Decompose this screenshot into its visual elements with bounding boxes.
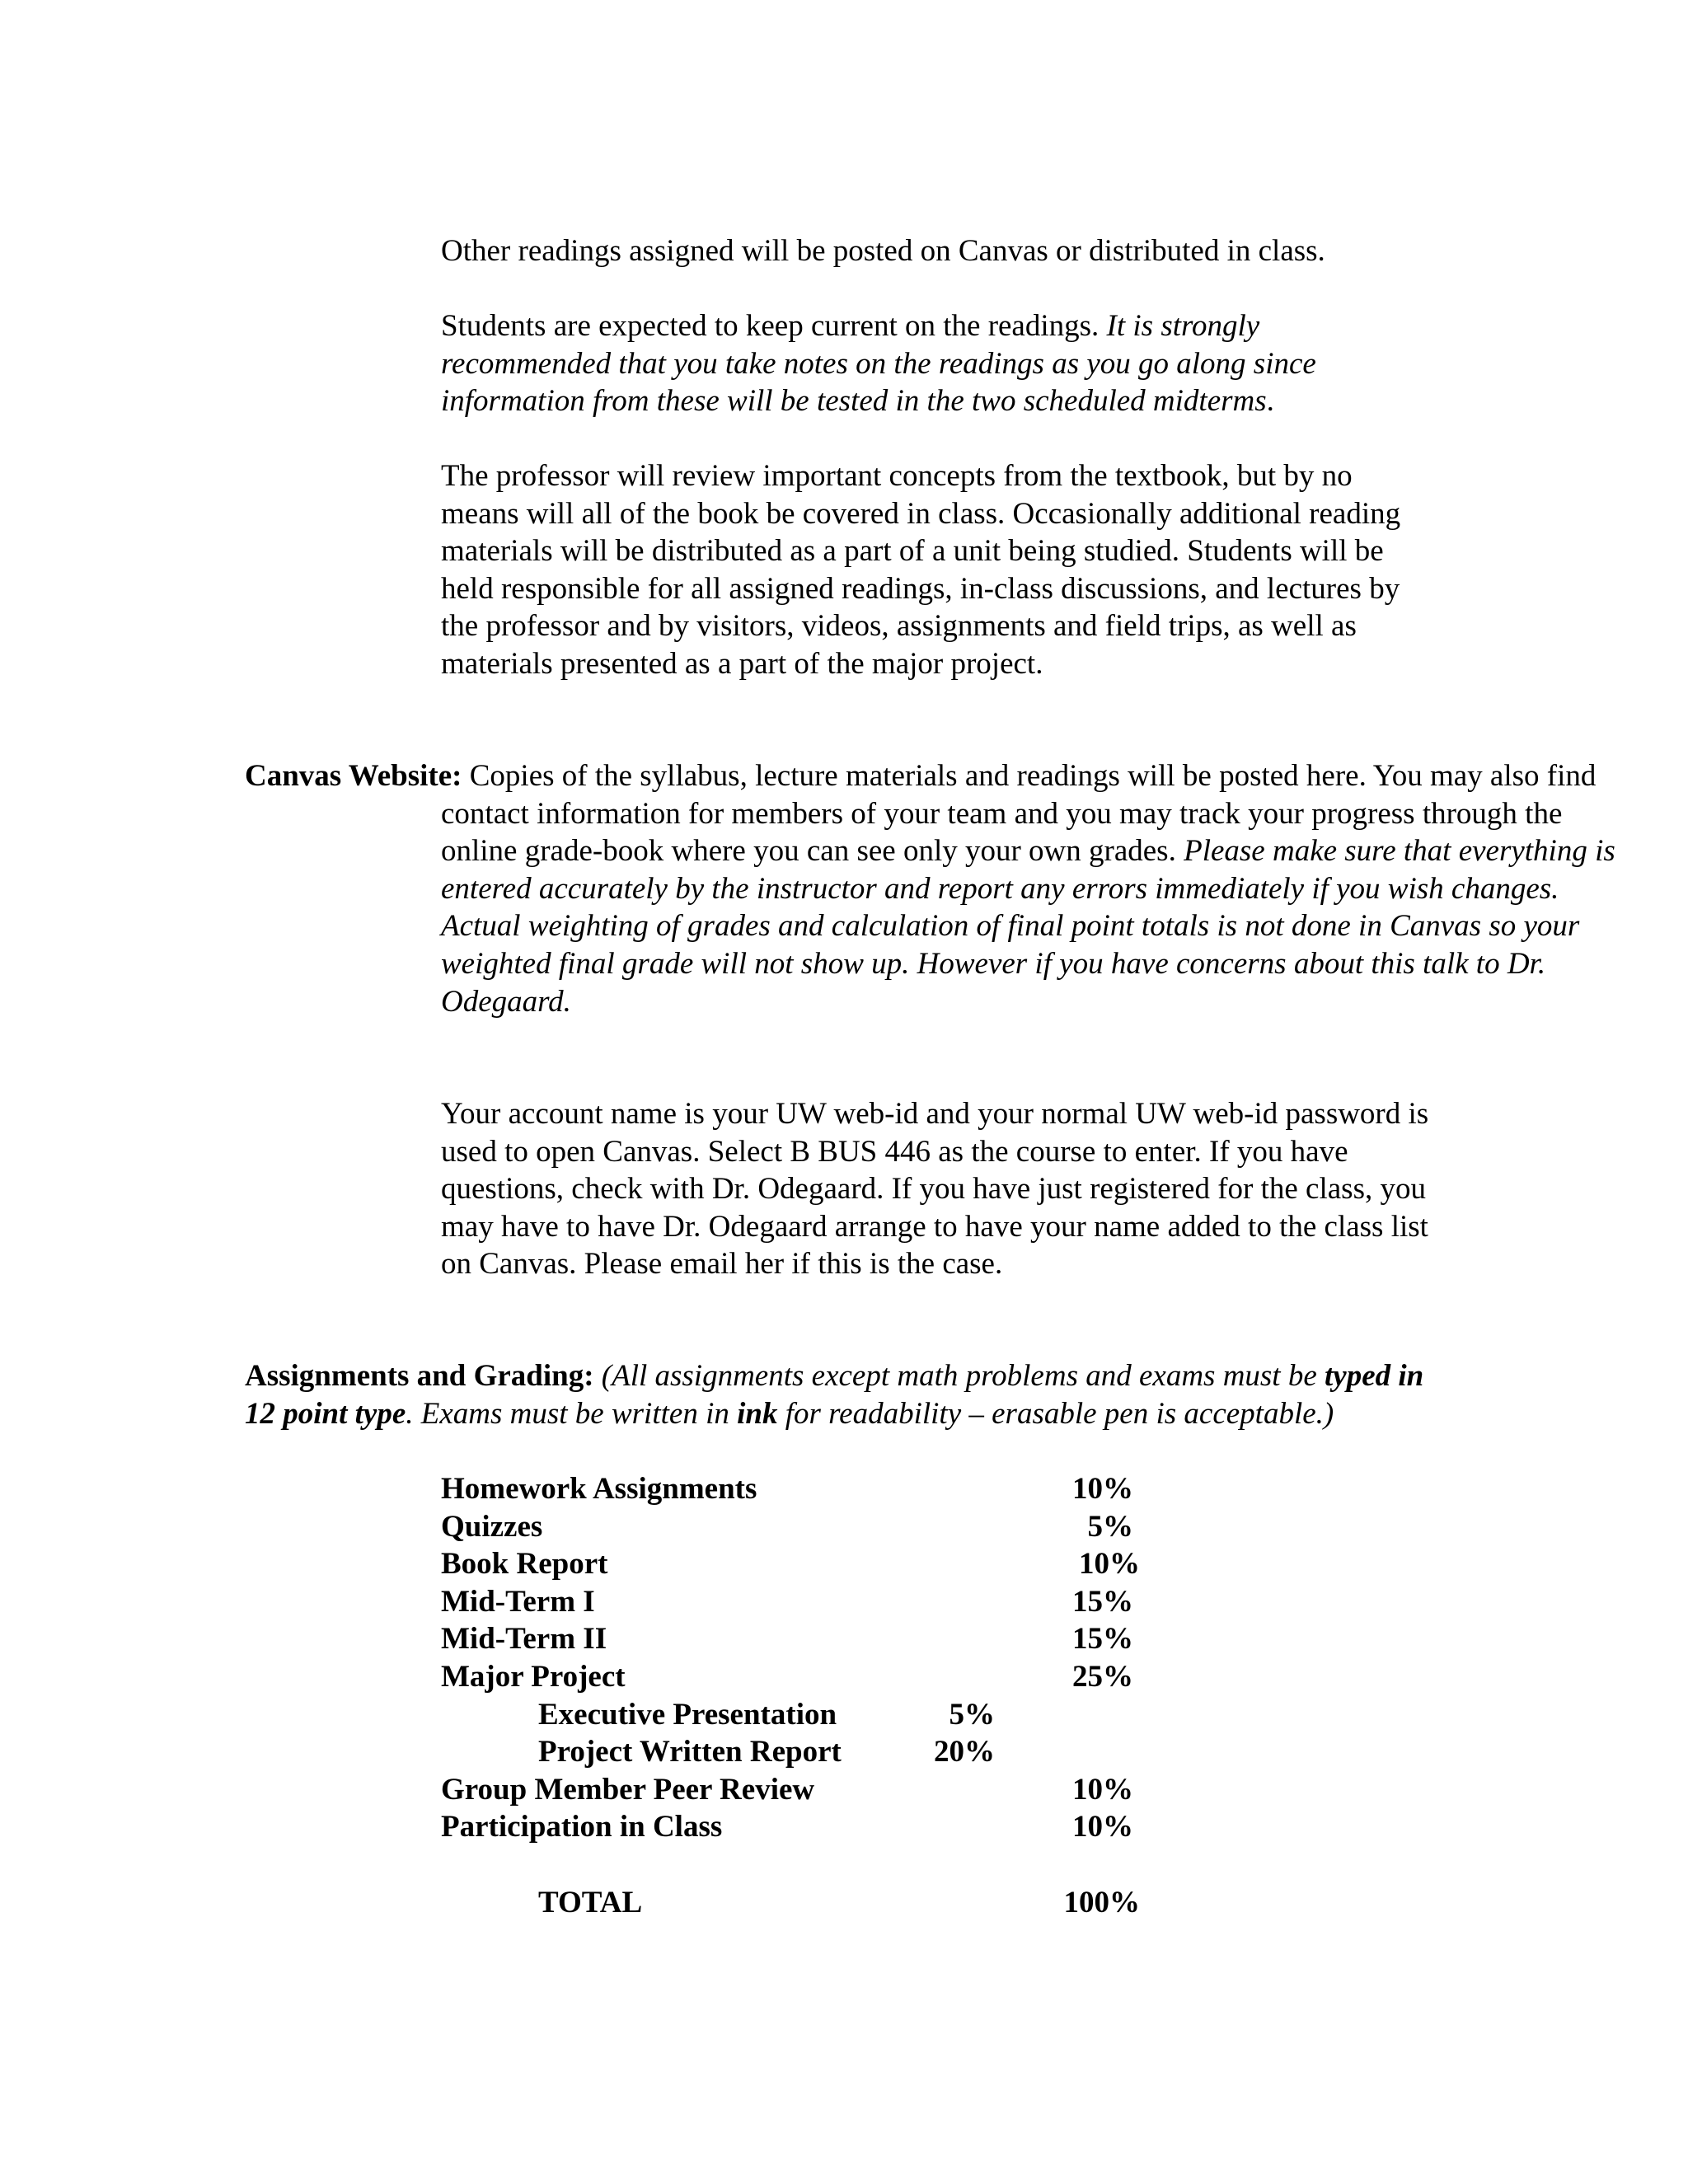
grade-item-label: Major Project — [441, 1659, 626, 1694]
assignments-note-part-1: (All assignments except math problems and exams must be — [601, 1359, 1317, 1393]
grade-total-weight: 100% — [1063, 1885, 1140, 1919]
canvas-website-section — [245, 757, 1628, 1020]
grade-row — [441, 1808, 1265, 1846]
grade-row — [441, 1658, 1265, 1696]
grade-item-weight: 5% — [1087, 1509, 1133, 1544]
grade-subitem-weight: 20% — [934, 1735, 995, 1769]
grade-item-weight: 15% — [1072, 1584, 1133, 1619]
assignments-note-typed: typed in 12 point type — [245, 1359, 1424, 1431]
grade-row — [441, 1508, 1265, 1546]
grade-total-row — [441, 1884, 1265, 1922]
grade-weights-table — [441, 1470, 1265, 1921]
grade-item-weight: 10% — [1072, 1772, 1133, 1807]
grade-row — [441, 1620, 1265, 1658]
grade-item-label: Mid-Term II — [441, 1622, 607, 1657]
professor-review-text: The professor will review important concepts from the textbook, but by no means will all of the book be covered in class. Occasionally additional reading materials will be distributed as a part of a unit being studied. Students will be held responsible for all assigned readings, in-class discussions, and lectures by the professor and by visitors, videos, assignments and field trips, as well as materials presented as a part of the major project. — [441, 459, 1401, 681]
grade-subrow — [441, 1696, 1265, 1734]
professor-review-paragraph — [441, 457, 1430, 683]
canvas-account-paragraph — [441, 1095, 1430, 1283]
grade-total-label: TOTAL — [538, 1885, 643, 1919]
grade-item-label: Mid-Term I — [441, 1584, 595, 1619]
keep-current-text: Students are expected to keep current on the readings. — [441, 309, 1100, 343]
canvas-website-heading: Canvas Website: — [245, 759, 462, 793]
canvas-account-text: Your account name is your UW web-id and your normal UW web-id password is used to open Canvas. Select B BUS 446 as the course to enter. If you have questions, check with Dr. Odegaard. If you have just registered for the class, you may have to have Dr. Odegaard arrange to have your name added to the class list on Canvas. Please email her if this is the case. — [441, 1097, 1429, 1282]
canvas-website-text: Copies of the syllabus, lecture materials and readings will be posted here. You may also find contact information for members of your team and you may track your progress through the online grade-book where you can see only your own grades. — [441, 759, 1597, 869]
assignments-grading-section — [245, 1357, 1432, 1432]
grade-item-weight: 15% — [1072, 1622, 1133, 1657]
assignments-grading-heading: Assignments and Grading: — [245, 1359, 594, 1393]
keep-current-paragraph — [441, 307, 1430, 420]
assignments-note-ink: ink — [737, 1396, 778, 1431]
grade-item-label: Participation in Class — [441, 1810, 723, 1844]
grade-item-label: Homework Assignments — [441, 1472, 757, 1506]
other-readings-paragraph — [441, 232, 1430, 270]
grade-row — [441, 1470, 1265, 1508]
other-readings-text: Other readings assigned will be posted on Canvas or distributed in class. — [441, 234, 1325, 268]
grade-item-weight: 10% — [1079, 1547, 1140, 1582]
grade-row — [441, 1583, 1265, 1621]
table-spacer — [441, 1846, 1265, 1884]
grade-subrow — [441, 1733, 1265, 1771]
assignments-note-part-2: . Exams must be written in — [406, 1396, 729, 1431]
grade-row — [441, 1545, 1265, 1583]
grade-item-weight: 25% — [1072, 1659, 1133, 1694]
take-notes-recommendation: It is strongly recommended that you take notes on the readings as you go along since information from these will be tested in the two scheduled midterms — [441, 309, 1316, 419]
grade-subitem-label: Executive Presentation — [538, 1697, 837, 1732]
grade-item-weight: 10% — [1072, 1810, 1133, 1844]
grade-item-label: Book Report — [441, 1547, 608, 1582]
grade-row — [441, 1771, 1265, 1809]
grade-subitem-label: Project Written Report — [538, 1735, 842, 1769]
canvas-website-warning: Please make sure that everything is entered accurately by the instructor and report any errors immediately if you wish changes. Actual weighting of grades and calculation of final point totals is not done in Canvas so your weighted final grade will not show up. However if you have concerns about this talk to Dr. Odegaard. — [441, 834, 1615, 1019]
grade-item-label: Group Member Peer Review — [441, 1772, 815, 1807]
grade-item-label: Quizzes — [441, 1509, 543, 1544]
grade-subitem-weight: 5% — [949, 1697, 995, 1732]
keep-current-end: . — [1266, 384, 1274, 419]
grade-item-weight: 10% — [1072, 1472, 1133, 1506]
assignments-note-part-3: for readability – erasable pen is acceptable.) — [785, 1396, 1334, 1431]
